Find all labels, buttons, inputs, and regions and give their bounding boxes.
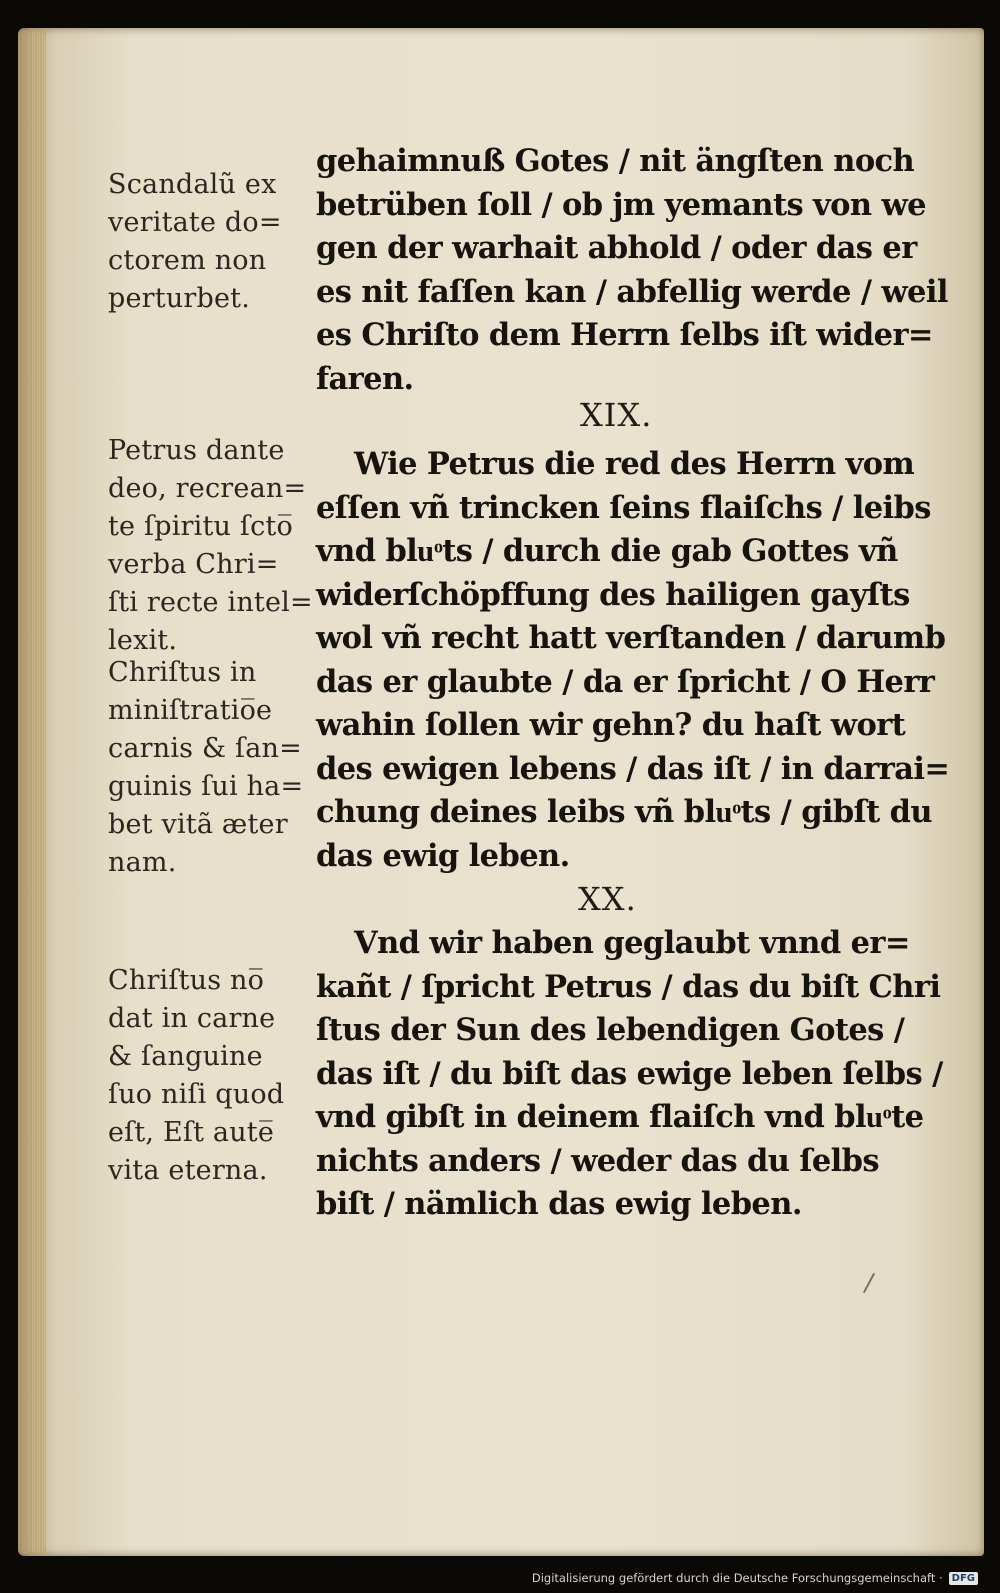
paragraph-continuation [316, 140, 948, 401]
text-line: eſſen vñ trincken ſeins flaiſchs / leibs [316, 489, 931, 526]
margin-line: Chriſtus in [108, 657, 257, 688]
margin-line: Petrus dante [108, 435, 285, 466]
text-line: chung deines leibs vñ bluͦts / gibſt du [316, 794, 932, 830]
margin-line: perturbet. [108, 283, 251, 314]
dfg-logo: DFG [949, 1572, 978, 1585]
margin-line: guinis ſui ha= [108, 771, 304, 802]
text-line: Vnd wir haben geglaubt vnnd er= [354, 925, 910, 961]
margin-note-4 [108, 962, 304, 1190]
margin-line: ſti recte intel= [108, 587, 313, 618]
margin-line: Chriſtus no̅ [108, 965, 265, 996]
margin-note-3 [108, 654, 304, 882]
margin-line: carnis & ſan= [108, 733, 302, 764]
text-line: betrüben ſoll / ob jm yemants von we [316, 186, 926, 223]
text-line: Wie Petrus die red des Herrn vom [354, 446, 915, 482]
margin-line: verba Chri= [108, 549, 279, 580]
text-line: wol vñ recht hatt verſtanden / darumb [316, 620, 946, 656]
page-edges [18, 30, 46, 1554]
margin-line: te ſpiritu ſcto̅ [108, 511, 293, 542]
text-line: gehaimnuß Gotes / nit ängſten noch [316, 143, 915, 179]
margin-line: Scandalũ ex [108, 169, 277, 200]
text-line: das iſt / du biſt das ewige leben ſelbs / [316, 1055, 943, 1092]
margin-line: bet vitã æter [108, 809, 288, 840]
text-line: gen der warhait abhold / oder das er [316, 230, 917, 266]
margin-line: eſt, Eſt aute̅ [108, 1117, 275, 1148]
text-line: es nit faſſen kan / abfellig werde / weil [316, 273, 948, 310]
section-numeral-xx: XX. [578, 880, 637, 918]
text-line: ſtus der Sun des lebendigen Gotes / [316, 1012, 905, 1048]
paragraph-xx [316, 922, 943, 1227]
section-numeral-xix: XIX. [580, 396, 653, 434]
margin-line: ſuo niſi quod [108, 1079, 285, 1110]
text-line: vnd gibſt in deinem flaiſch vnd bluͦte [316, 1099, 924, 1135]
text-line: wahin ſollen wir gehn? du haſt wort [316, 707, 906, 743]
text-line: es Chriſto dem Herrn ſelbs iſt wider= [316, 317, 933, 353]
margin-line: lexit. [108, 625, 178, 656]
margin-line: veritate do= [108, 207, 282, 238]
text-line: biſt / nämlich das ewig leben. [316, 1186, 802, 1222]
margin-line: nam. [108, 847, 177, 878]
margin-note-2 [108, 432, 313, 660]
margin-line: dat in carne [108, 1003, 276, 1034]
text-line: vnd bluͦts / durch die gab Gottes vñ [316, 533, 898, 569]
margin-line: deo, recrean= [108, 473, 307, 504]
footer-credit: Digitalisierung gefördert durch die Deutsche Forschungsgemeinschaft · [531, 1571, 943, 1585]
margin-note-1 [108, 166, 304, 318]
margin-line: & ſanguine [108, 1041, 263, 1072]
text-line: das er glaubte / da er ſpricht / O Herr [316, 663, 935, 700]
digitization-footer [532, 1565, 978, 1591]
text-line: widerſchöpffung des hailigen gayſts [316, 576, 910, 613]
text-line: faren. [316, 360, 414, 397]
margin-line: vita eterna. [108, 1155, 268, 1186]
margin-line: ctorem non [108, 245, 267, 276]
text-line: das ewig leben. [316, 837, 570, 874]
paragraph-xix [316, 443, 950, 878]
margin-line: miniſtratio̅e [108, 695, 273, 726]
text-line: kañt / ſpricht Petrus / das du biſt Chri [316, 968, 941, 1005]
text-line: des ewigen lebens / das iſt / in darrai= [316, 750, 950, 787]
text-line: nichts anders / weder das du ſelbs [316, 1142, 879, 1179]
